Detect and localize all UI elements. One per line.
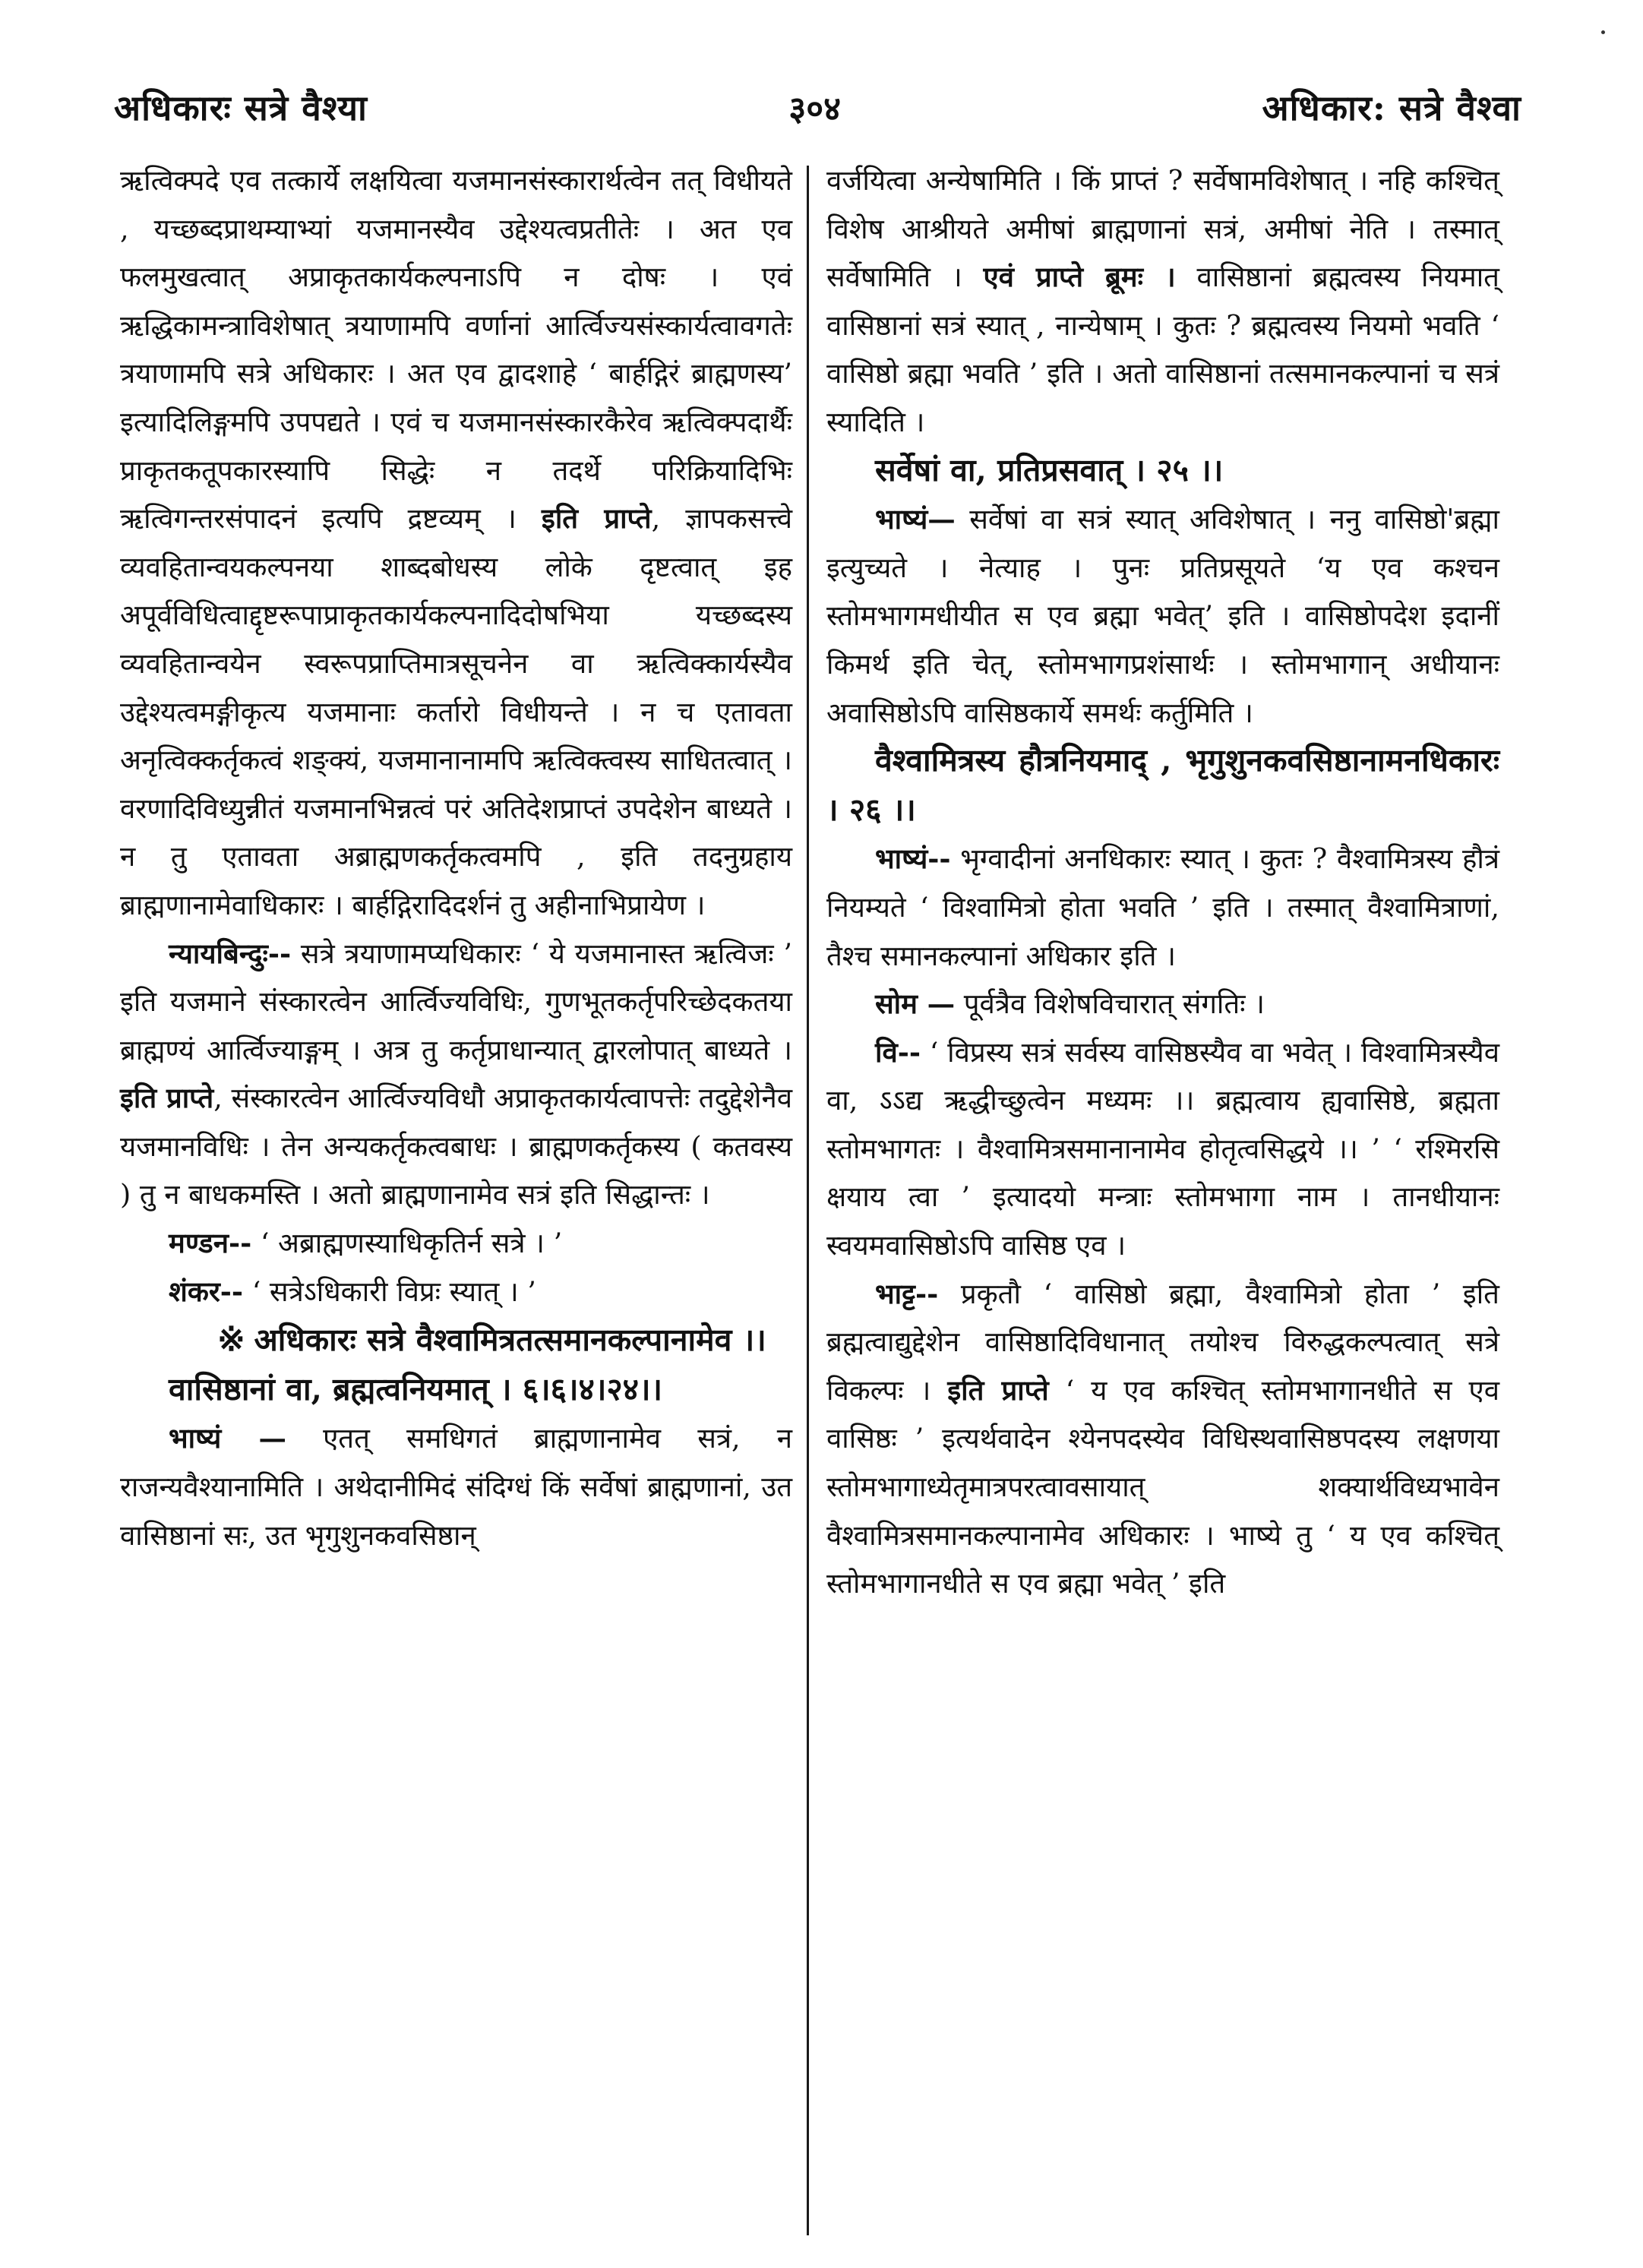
text: एतत् समधिगतं ब्राह्मणानामेव सत्रं, न राजन्यवैश्यानामिति । अथेदानीमिदं संदिग्धं किं सर्वेषां ब्राह्मणानां, उत वासिष्ठानां सः, उत भृगुशुनकवसिष्ठान् (120, 1422, 792, 1552)
vi-paragraph (826, 1028, 1499, 1270)
sutra-24 (120, 1366, 792, 1415)
scan-speck (1601, 30, 1605, 34)
running-head-right: अधिकार: सत्रे वैश्वा (1262, 87, 1521, 128)
text: सत्रे त्रयाणामप्यधिकारः ‘ ये यजमानास्त ऋत्विजः ’ इति यजमाने संस्कारत्वेन आर्त्विज्यविधिः, गुणभूतकर्तृपरिच्छेदकतया ब्राह्मण्यं आर्त्विज्याङ्गम् । अत्र तु कर्तृप्राधान्यात् द्वारलोपात् बाध्यते । (120, 937, 792, 1066)
page-number: ३०४ (788, 90, 842, 128)
right-paragraph-1 (826, 156, 1499, 447)
nyaya-bindu-paragraph (120, 930, 792, 1220)
text: ‘ य एव कश्चित् स्तोमभागानधीते स एव वासिष्ठः ’ इत्यर्थवादेन श्येनपदस्येव विधिस्थवासिष्ठपदस्य लक्षणया स्तोमभागाध्येतृमात्रपरत्वावसायात् शक्यार्थविध्यभावेन वैश्वामित्रसमानकल्पानामेव अधिकारः । भाष्ये तु ‘ य एव कश्चित् स्तोमभागानधीते स एव ब्रह्मा भवेत् ’ इति (826, 1373, 1499, 1600)
bhashya-24-paragraph (120, 1414, 792, 1559)
soma-paragraph (826, 980, 1499, 1028)
right-column (826, 156, 1499, 1608)
iti-prapte: इति प्राप्ते (947, 1373, 1049, 1407)
iti-prapte: इति प्राप्ते (541, 502, 652, 535)
shankara-label: शंकर-- (169, 1275, 244, 1308)
text: प्रकृतौ ‘ वासिष्ठो ब्रह्मा, वैश्वामित्रो होता ’ इति ब्रह्मत्वाद्युद्देशेन वासिष्ठादिविधानात् तयोश्च विरुद्धकल्पत्वात् सत्रे विकल्पः । (826, 1277, 1499, 1407)
adhikarana-heading (120, 1316, 792, 1366)
iti-prapte: इति प्राप्ते (120, 1082, 214, 1115)
evam-prapte-brumah: एवं प्राप्ते ब्रूमः । (983, 261, 1176, 294)
nyaya-bindu-label: न्यायबिन्दुः-- (169, 937, 292, 970)
adhikarana-title: अधिकारः सत्रे वैश्वामित्रतत्समानकल्पानामेव ।। (254, 1322, 766, 1359)
text: सर्वेषां वा सत्रं स्यात् अविशेषात् । ननु वासिष्ठो'ब्रह्मा इत्युच्यते । नेत्याह । पुनः प्रतिप्रसूयते ‘य एव कश्चन स्तोमभागमधीयीत स एव ब्रह्मा भवेत्’ इति । वासिष्ठोपदेश इदानीं किमर्थ इति चेत्, स्तोमभागप्रशंसार्थः । स्तोमभागान् अधीयानः अवासिष्ठोऽपि वासिष्ठकार्ये समर्थः कर्तुमिति । (826, 503, 1499, 729)
left-column (120, 156, 792, 1559)
bhashya-25-paragraph (826, 495, 1499, 737)
mandana-paragraph (120, 1219, 792, 1268)
vi-label: वि-- (875, 1035, 921, 1069)
text: ऋत्विक्पदे एव तत्कार्ये लक्षयित्वा यजमानसंस्कारार्थत्वेन तत् विधीयते , यच्छब्दप्राथम्याभ्यां यजमानस्यैव उद्देश्यत्वप्रतीतेः । अत एव फलमुखत्वात् अप्राकृतकार्यकल्पनाऽपि न दोषः । एवं ऋद्धिकामन्त्राविशेषात् त्रयाणामपि वर्णानां आर्त्विज्यसंस्कार्यत्वावगतेः त्रयाणामपि सत्रे अधिकारः । अत एव द्वादशाहे ‘ बार्हद्गिरं ब्राह्मणस्य’ इत्यादिलिङ्गमपि उपपद्यते । एवं च यजमानसंस्कारकैरेव ऋत्विक्पदार्थैः प्राकृतकतूपकारस्यापि सिद्धेः न तदर्थे परिक्रियादिभिः ऋत्विगन्तरसंपादनं इत्यपि द्रष्टव्यम् । (120, 164, 792, 535)
page-header (114, 73, 1521, 141)
text: , ज्ञापकसत्त्वे व्यवहितान्वयकल्पनया शाब्दबोधस्य लोके दृष्टत्वात् इह अपूर्वविधित्वाद्दृष्टरूपाप्राकृतकार्यकल्पनादिदोषभिया यच्छब्दस्य व्यवहितान्वयेन स्वरूपप्राप्तिमात्रसूचनेन वा ऋत्विक्कार्यस्यैव उद्देश्यत्वमङ्गीकृत्य यजमानाः कर्तारो विधीयन्ते । न च एतावता अनृत्विक्कर्तृकत्वं शङ्क्यं, यजमानानामपि ऋत्विक्त्वस्य साधितत्वात् । वरणादिविध्युन्नीतं यजमानभिन्नत्वं परं अतिदेशप्राप्तं उपदेशेन बाध्यते । न तु एतावता अब्राह्मणकर्तृकत्वमपि , इति तदनुग्रहाय ब्राह्मणानामेवाधिकारः । बार्हद्गिरादिदर्शनं तु अहीनाभिप्रायेण । (120, 502, 792, 921)
bhatta-paragraph (826, 1270, 1499, 1608)
sutra-text: वासिष्ठानां वा, ब्रह्मत्वनियमात् । ६।६।४।२४।। (169, 1370, 663, 1407)
bhashya-26-paragraph (826, 835, 1499, 980)
text: ‘ सत्रेऽधिकारी विप्रः स्यात् । ’ (243, 1275, 536, 1308)
sutra-text: वैश्वामित्रस्य हौत्रनियमाद् , भृगुशुनकवसिष्ठानामनधिकारः । २६ ।। (826, 742, 1499, 828)
text: , संस्कारत्वेन आर्त्विज्यविधौ अप्राकृतकार्यत्वापत्तेः तदुद्देशेनैव यजमानविधिः । तेन अन्यकर्तृकत्वबाधः । ब्राह्मणकर्तृकस्य ( कतवस्य ) तु न बाधकमस्ति । अतो ब्राह्मणानामेव सत्रं इति सिद्धान्तः । (120, 1082, 793, 1211)
left-paragraph-1 (120, 156, 792, 930)
shankara-paragraph (120, 1268, 792, 1316)
bhatta-label: भाट्ट-- (875, 1277, 939, 1310)
bhashya-label: भाष्यं— (875, 503, 956, 536)
bhashya-label: भाष्यं — (169, 1422, 286, 1455)
text: ‘ विप्रस्य सत्रं सर्वस्य वासिष्ठस्यैव वा भवेत् । विश्वामित्रस्यैव वा, ऽऽद्य ऋद्धीच्छुत्वेन मध्यमः ।। ब्रह्मत्वाय ह्यवासिष्ठे, ब्रह्मता स्तोमभागतः । वैश्वामित्रसमानानामेव होतृत्वसिद्धये ।। ’ ‘ रश्मिरसि क्षयाय त्वा ’ इत्यादयो मन्त्राः स्तोमभागा नाम । तानधीयानः स्वयमवासिष्ठोऽपि वासिष्ठ एव । (826, 1035, 1499, 1262)
running-head-left: अधिकारः सत्रे वैश्या (114, 87, 368, 128)
sutra-25 (826, 447, 1499, 496)
text: भृग्वादीनां अनधिकारः स्यात् । कुतः ? वैश्वामित्रस्य हौत्रं नियम्यते ‘ विश्वामित्रो होता भवति ’ इति । तस्मात् वैश्वामित्राणां, तैश्च समानकल्पानां अधिकार इति । (826, 842, 1499, 972)
mandana-label: मण्डन-- (169, 1227, 252, 1260)
text: ‘ अब्राह्मणस्याधिकृतिर्न सत्रे । ’ (251, 1227, 563, 1260)
text: वर्जयित्वा अन्येषामिति । किं प्राप्तं ? सर्वेषामविशेषात् । नहि कश्चित् विशेष आश्रीयते अमीषां ब्राह्मणानां सत्रं, अमीषां नेति । तस्मात् सर्वेषामिति । (826, 164, 1499, 294)
section-mark-icon: ※ (217, 1320, 245, 1360)
sutra-text: सर्वेषां वा, प्रतिप्रसवात् । २५ ।। (875, 451, 1224, 488)
bhashya-label: भाष्यं-- (875, 842, 951, 876)
sutra-26 (826, 737, 1499, 835)
column-divider (807, 166, 809, 2235)
text: वासिष्ठानां ब्रह्मत्वस्य नियमात् वासिष्ठानां सत्रं स्यात् , नान्येषाम् । कुतः ? ब्रह्मत्वस्य नियमो भवति ‘ वासिष्ठो ब्रह्मा भवति ’ इति । अतो वासिष्ठानां तत्समानकल्पानां च सत्रं स्यादिति । (826, 261, 1499, 438)
text: पूर्वत्रैव विशेषविचारात् संगतिः । (955, 987, 1265, 1021)
soma-label: सोम — (875, 987, 956, 1021)
